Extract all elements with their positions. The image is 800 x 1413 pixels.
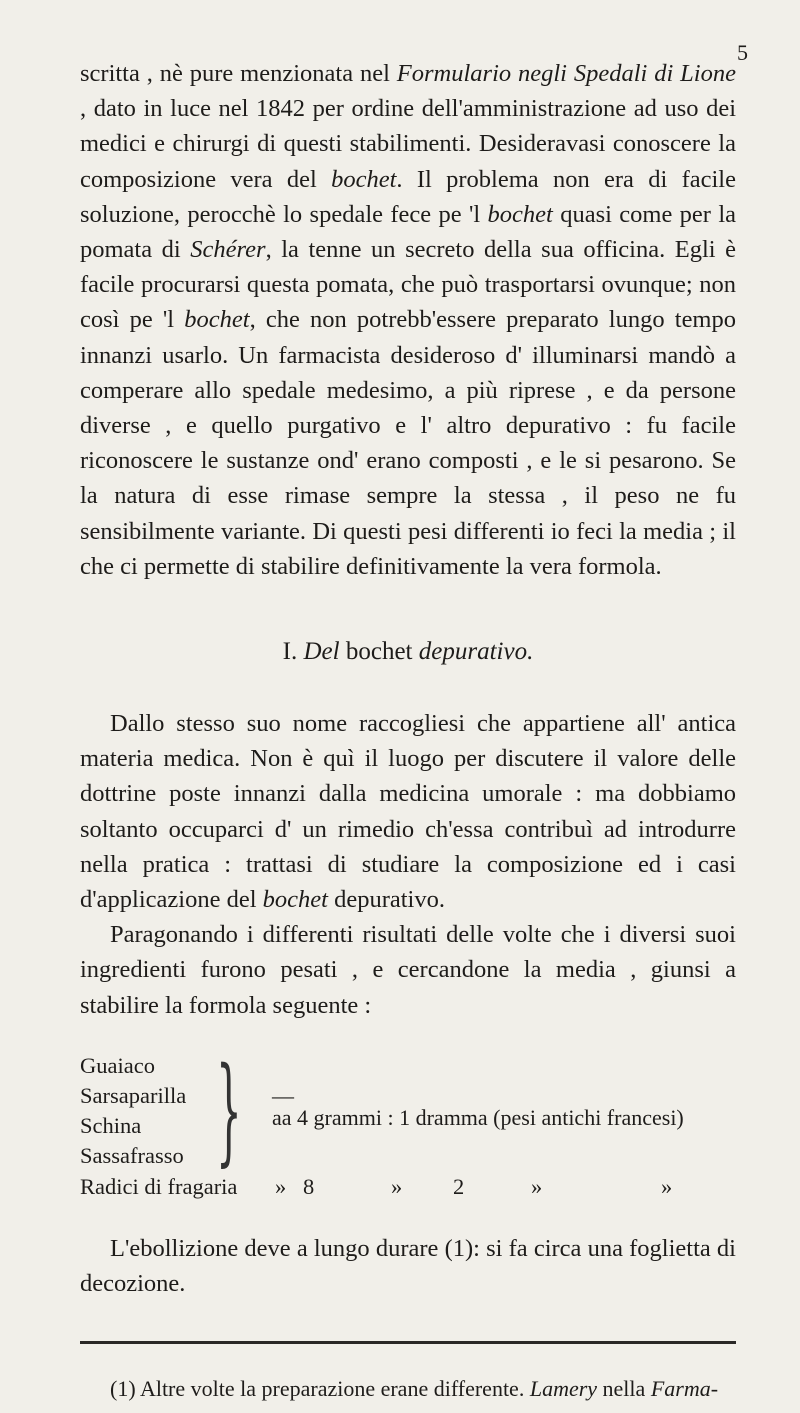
fragaria-ditto-3: » xyxy=(531,1173,543,1199)
recipe-braced-group xyxy=(80,1042,736,1178)
p1-text-2: , dato in luce nel 1842 per ordine dell'amministrazione ad uso dei medici e chirurgi di questi stabilimenti. Desideravasi conoscere la composizione vera del xyxy=(80,95,736,193)
recipe-formula xyxy=(80,1042,736,1203)
p1-formulario: Formulario negli Spedali di Lione xyxy=(396,60,736,87)
fragaria-ditto-1: » xyxy=(275,1173,287,1199)
ingredient-quantity xyxy=(272,1082,684,1133)
quantity-dash: — xyxy=(272,1082,295,1108)
footnote-divider xyxy=(80,1341,736,1344)
paragraph-4: L'ebollizione deve a lungo durare (1): si fa circa una foglietta di decozione. xyxy=(80,1234,736,1298)
p1-scherer: Schérer xyxy=(190,236,266,264)
p1-text-4: quasi come per la pomata di xyxy=(80,200,736,264)
page-number: 5 xyxy=(737,40,748,65)
fragaria-name: Radici di fragaria xyxy=(80,1173,238,1199)
fragaria-amount-1: 8 xyxy=(303,1173,315,1199)
p1-text-6: , che non potrebb'essere preparato lungo tempo innanzi usarlo. Un farmacista desideroso d' illuminarsi mandò a comperare allo spedale medesimo, a più riprese , e da persone diverse , e quello purgativo e l' altro depurativo : fu facile riconoscere le sustanze ond' erano composti , e le si pesarono. Se la natura di esse rimase sempre la stessa , il peso ne fu sensibilmente variante. Di questi pesi differenti io feci la media ; il che ci permette di stabilire definitivamente la vera formola. xyxy=(80,306,736,580)
footnote-text-1: (1) Altre volte la preparazione erane differente. xyxy=(110,1376,530,1402)
ingredient-sarsaparilla: Sarsaparilla xyxy=(80,1082,187,1108)
fragaria-ditto-2: » xyxy=(391,1173,403,1199)
fragaria-ditto-4: » xyxy=(661,1173,673,1199)
p1-bochet-3: bochet xyxy=(184,306,250,334)
ingredient-guaiaco: Guaiaco xyxy=(80,1052,155,1078)
section-del: Del xyxy=(303,638,340,666)
fragaria-amount-2: 2 xyxy=(453,1173,465,1199)
p2-bochet: bochet xyxy=(262,886,328,914)
footnote-text-2: nella xyxy=(597,1376,651,1402)
footnote-lamery: Lamery xyxy=(529,1376,598,1402)
brace-symbol: } xyxy=(216,1042,243,1178)
p1-text-5: , la tenne un secreto della sua officina. Egli è facile procurarsi questa pomata, che può trasportarsi ovunque; non così pe 'l xyxy=(80,236,737,334)
footnote-farma: Farma- xyxy=(650,1376,719,1402)
quantity-text: aa 4 grammi : 1 dramma (pesi antichi francesi) xyxy=(272,1104,684,1130)
section-title xyxy=(80,638,736,666)
paragraph-2 xyxy=(80,706,736,917)
ingredient-schina: Schina xyxy=(80,1112,142,1138)
section-depurativo: depurativo. xyxy=(418,638,534,666)
footnote xyxy=(80,1374,736,1404)
p2-text-2: depurativo. xyxy=(327,886,445,914)
ingredient-sassafrasso: Sassafrasso xyxy=(80,1142,184,1168)
p1-text-1: scritta , nè pure menzionata nel xyxy=(80,60,397,87)
ingredient-list xyxy=(80,1051,186,1171)
paragraph-1 xyxy=(80,56,736,584)
p1-text-3: . Il problema non era di facile soluzione, perocchè lo spedale fece pe 'l xyxy=(80,165,736,228)
p2-text-1: Dallo stesso suo nome raccogliesi che appartiene all' antica materia medica. Non è quì il luogo per discutere il valore delle dottrine poste innanzi dalla medicina umorale : ma dobbiamo soltanto occuparci d' un rimedio ch'essa contribuì ad introdurre nella pratica : trattasi di studiare la composizione ed i casi d'applicazione del xyxy=(80,710,736,914)
p1-bochet-1: bochet xyxy=(331,165,397,193)
fragaria-row xyxy=(80,1171,736,1203)
section-bochet: bochet xyxy=(345,638,413,666)
section-number: I. xyxy=(282,638,298,666)
p1-bochet-2: bochet xyxy=(487,200,553,228)
paragraph-3: Paragonando i differenti risultati delle volte che i diversi suoi ingredienti furono pesati , e cercandone la media , giunsi a stabilire la formola seguente : xyxy=(80,921,736,1019)
